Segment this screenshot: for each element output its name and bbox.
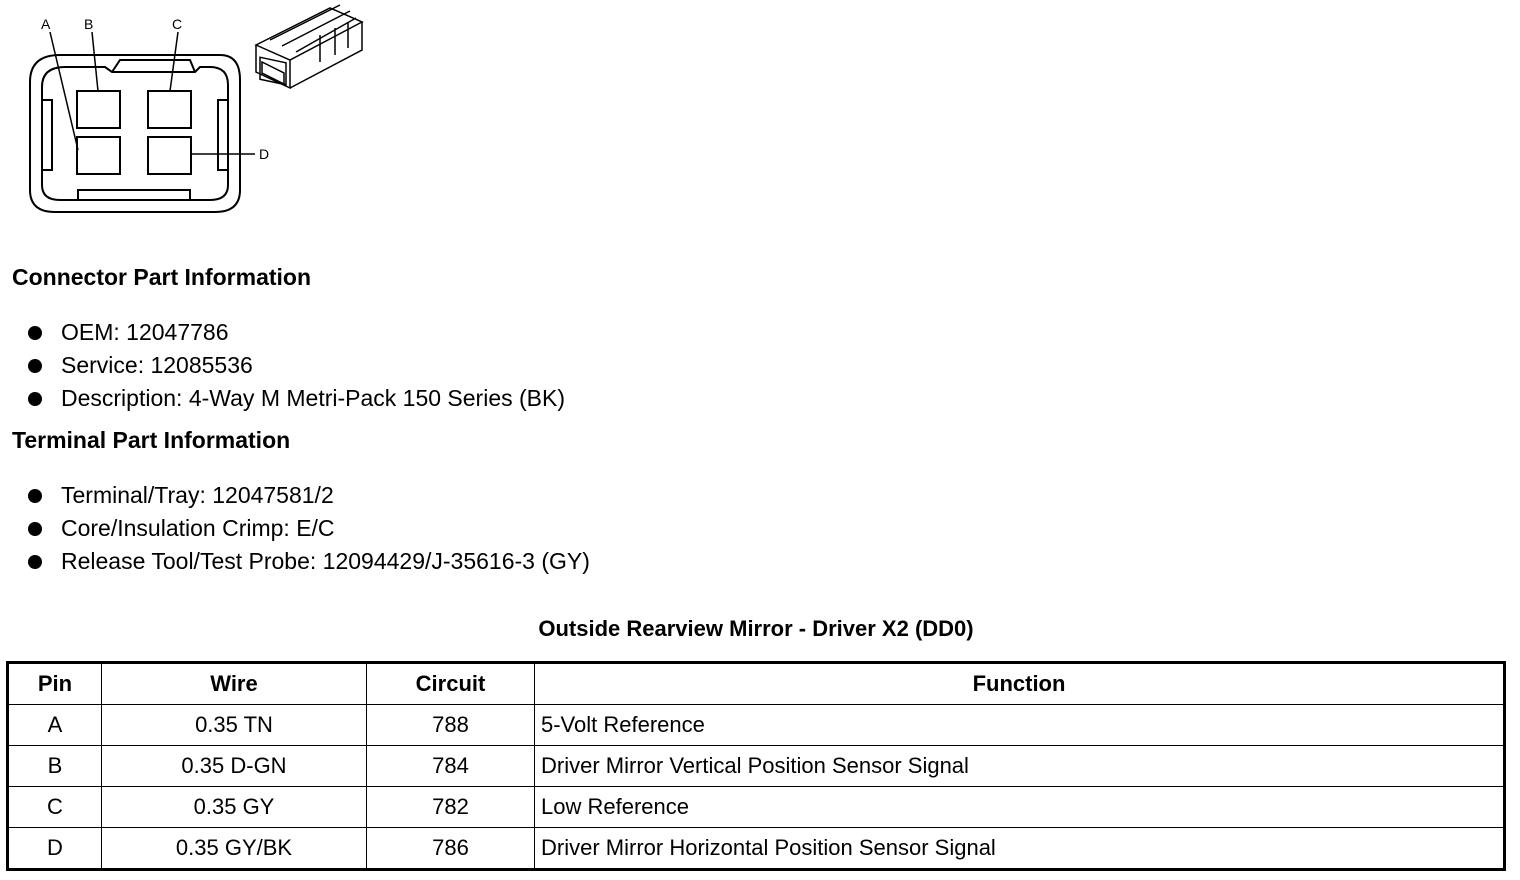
connector-isometric-view: [256, 5, 362, 88]
cell-function: Driver Mirror Vertical Position Sensor Signal: [535, 746, 1505, 787]
list-item: [28, 382, 565, 415]
table-row: [8, 746, 1505, 787]
pin-label-a: A: [41, 16, 51, 32]
bullet-icon: [28, 392, 42, 406]
terminal-part-info-heading: Terminal Part Information: [12, 427, 291, 453]
connector-part-info-heading: Connector Part Information: [12, 264, 312, 290]
cell-function: 5-Volt Reference: [535, 705, 1505, 746]
cell-function: Low Reference: [535, 787, 1505, 828]
list-item: [28, 512, 590, 545]
bullet-icon: [28, 555, 42, 569]
pinout-table: [6, 661, 1506, 871]
list-item: [28, 479, 590, 512]
cell-function: Driver Mirror Horizontal Position Sensor Signal: [535, 828, 1505, 870]
cell-wire: 0.35 GY/BK: [102, 828, 367, 870]
header-circuit: Circuit: [367, 663, 535, 705]
cell-circuit: 782: [367, 787, 535, 828]
pin-label-b: B: [84, 16, 94, 32]
bullet-icon: [28, 489, 42, 503]
list-item: [28, 545, 590, 578]
table-row: [8, 828, 1505, 870]
list-item: [28, 316, 565, 349]
connector-oem: OEM: 12047786: [61, 319, 229, 345]
cell-wire: 0.35 TN: [102, 705, 367, 746]
pin-cavity-a: [77, 137, 120, 174]
cell-pin: A: [8, 705, 102, 746]
cell-pin: B: [8, 746, 102, 787]
connector-description: Description: 4-Way M Metri-Pack 150 Series (BK): [61, 385, 566, 411]
bullet-icon: [28, 326, 42, 340]
terminal-release-tool: Release Tool/Test Probe: 12094429/J-35616-3 (GY): [61, 548, 590, 574]
connector-part-info-list: [28, 316, 565, 415]
table-title: Outside Rearview Mirror - Driver X2 (DD0): [538, 616, 974, 641]
terminal-part-info-list: [28, 479, 590, 578]
pin-cavity-d: [148, 137, 191, 174]
cell-pin: D: [8, 828, 102, 870]
table-header-row: [8, 663, 1505, 705]
connector-inner-housing: [42, 67, 228, 200]
table-row: [8, 787, 1505, 828]
terminal-crimp: Core/Insulation Crimp: E/C: [61, 515, 335, 541]
pin-label-d: D: [259, 146, 270, 162]
list-item: [28, 349, 565, 382]
connector-diagram: [0, 0, 380, 225]
header-pin: Pin: [8, 663, 102, 705]
cell-wire: 0.35 D-GN: [102, 746, 367, 787]
cell-circuit: 786: [367, 828, 535, 870]
cell-pin: C: [8, 787, 102, 828]
pin-label-c: C: [172, 16, 183, 32]
pin-cavity-b: [77, 91, 120, 128]
header-function: Function: [535, 663, 1505, 705]
bullet-icon: [28, 359, 42, 373]
header-wire: Wire: [102, 663, 367, 705]
bullet-icon: [28, 522, 42, 536]
pin-cavity-c: [148, 91, 191, 128]
terminal-tray: Terminal/Tray: 12047581/2: [61, 482, 334, 508]
connector-service: Service: 12085536: [61, 352, 253, 378]
cell-wire: 0.35 GY: [102, 787, 367, 828]
cell-circuit: 784: [367, 746, 535, 787]
cell-circuit: 788: [367, 705, 535, 746]
table-row: [8, 705, 1505, 746]
